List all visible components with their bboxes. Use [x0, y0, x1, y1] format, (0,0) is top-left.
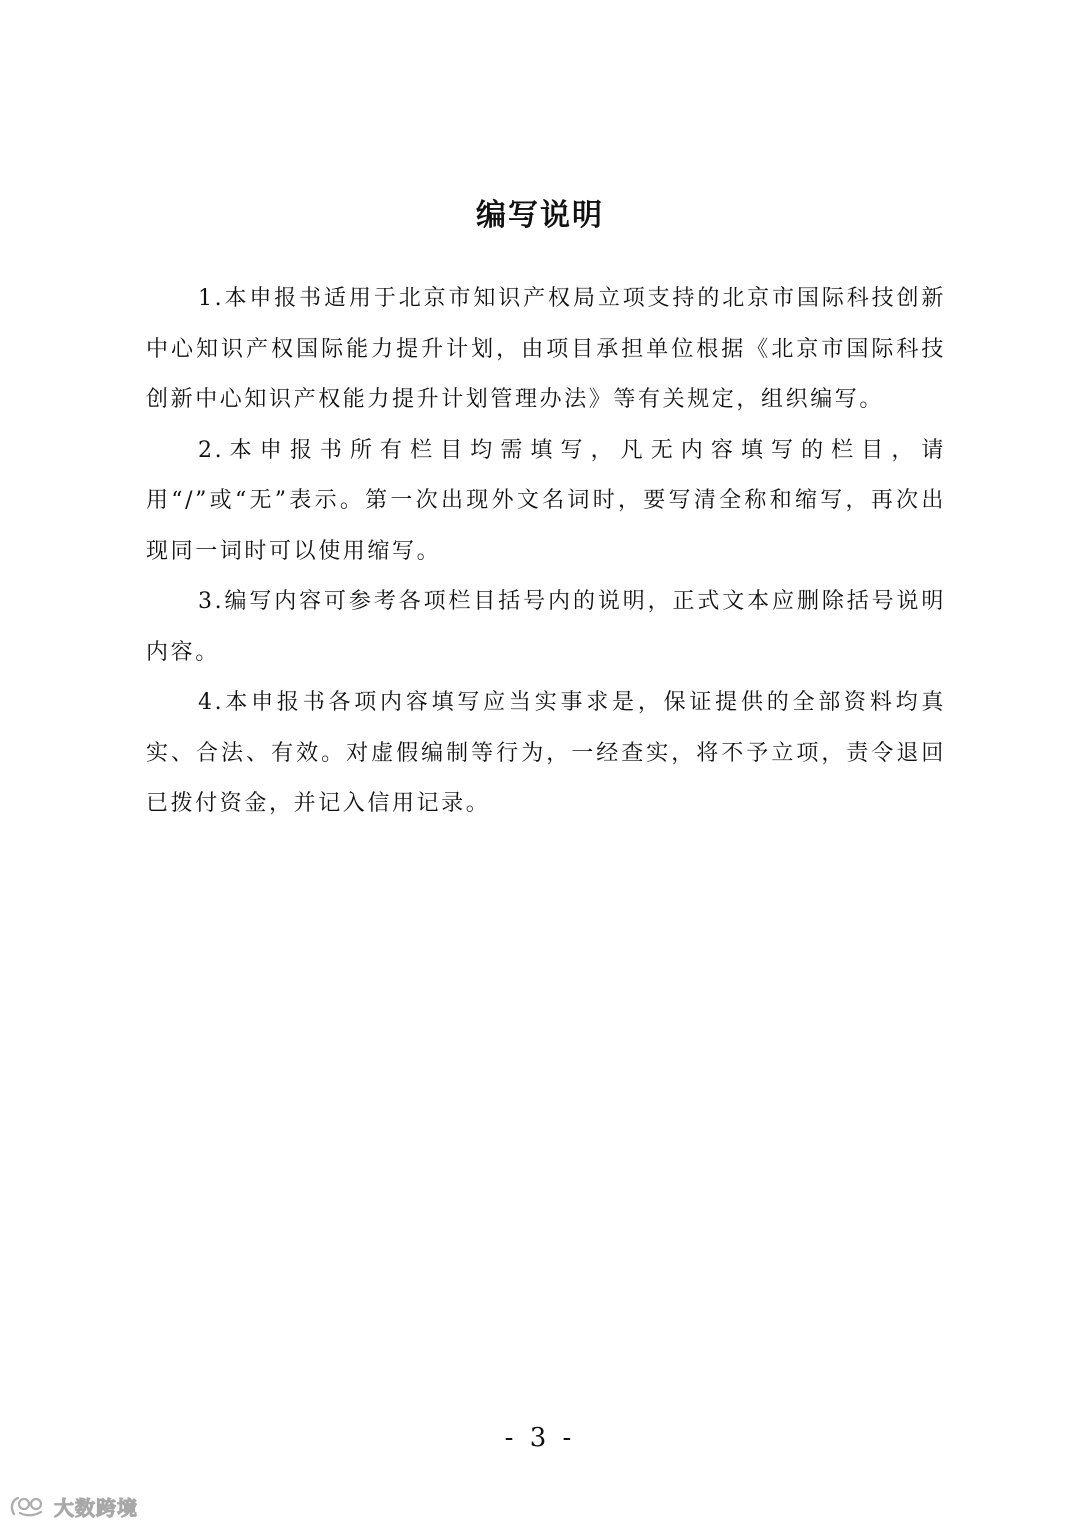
brand-logo-icon: [8, 1494, 48, 1518]
paragraph-3: 3.编写内容可参考各项栏目括号内的说明，正式文本应删除括号说明内容。: [146, 589, 946, 665]
page-number: - 3 -: [504, 1423, 576, 1453]
paragraph-4: 4.本申报书各项内容填写应当实事求是，保证提供的全部资料均真实、合法、有效。对虚假编制等行为，一经查实，将不予立项，责令退回已拨付资金，并记入信用记录。: [146, 690, 946, 816]
document-body: [146, 274, 946, 830]
paragraph-1: 1.本申报书适用于北京市知识产权局立项支持的北京市国际科技创新中心知识产权国际能力提升计划，由项目承担单位根据《北京市国际科技创新中心知识产权能力提升计划管理办法》等有关规定，组织编写。: [146, 286, 946, 412]
page-title: 编写说明: [476, 198, 604, 233]
paragraph-2: 2.本申报书所有栏目均需填写，凡无内容填写的栏目，请用“/”或“无”表示。第一次出现外文名词时，要写清全称和缩写，再次出现同一词时可以使用缩写。: [146, 437, 946, 564]
watermark: [8, 1492, 138, 1520]
watermark-text: 大数跨境: [54, 1495, 138, 1520]
